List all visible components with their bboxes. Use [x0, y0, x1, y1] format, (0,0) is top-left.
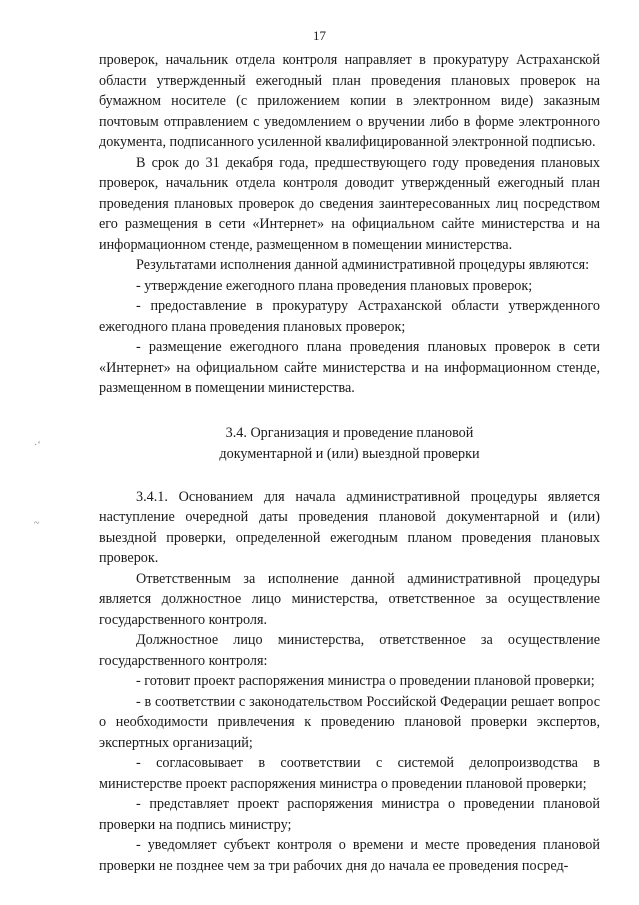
paragraph: - уведомляет субъект контроля о времени и месте проведения плановой проверки не позднее чем за три рабочих дня до начала ее проведения посред- — [99, 837, 600, 874]
paragraph: - предоставление в прокуратуру Астраханской области утвержденного ежегодного плана проведения плановых проверок; — [99, 298, 600, 335]
body-text-bottom — [99, 487, 600, 877]
page-number: 17 — [313, 28, 326, 43]
section-heading-line: документарной и (или) выездной проверки — [219, 445, 480, 462]
document-body — [99, 50, 600, 876]
paragraph: Результатами исполнения данной административной процедуры являются: — [136, 257, 590, 273]
paragraph: - утверждение ежегодного плана проведения плановых проверок; — [136, 277, 533, 294]
paragraph: Должностное лицо министерства, ответственное за осуществление государственного контроля: — [99, 632, 600, 669]
paragraph: Ответственным за исполнение данной административной процедуры является должностное лицо министерства, ответственное за осуществление государственного контроля. — [99, 570, 600, 628]
body-text-top — [99, 50, 600, 399]
section-heading-line: 3.4. Организация и проведение плановой — [225, 424, 474, 441]
scan-speck: ·‘ — [34, 440, 41, 451]
paragraph: - готовит проект распоряжения министра о проведении плановой проверки; — [136, 673, 595, 689]
section-heading — [99, 423, 600, 465]
paragraph: проверок, начальник отдела контроля направляет в прокуратуру Астраханской области утвержденный ежегодный план проведения плановых проверок на бумажном носителе (с приложением копии в электронном виде) заказным почтовым отправлением с уведомлением о вручении либо в форме электронного документа, подписанного усиленной квалифицированной электронной подписью. — [99, 52, 600, 150]
paragraph: - в соответствии с законодательством Российской Федерации решает вопрос о необходимости привлечения к проведению плановой проверки экспертов, экспертных организаций; — [99, 693, 600, 751]
paragraph: В срок до 31 декабря года, предшествующего году проведения плановых проверок, начальник отдела контроля доводит утвержденный ежегодный план проведения плановых проверок до сведения заинтересованных лиц посредством его размещения в сети «Интернет» на официальном сайте министерства и на информационном стенде, размещенном в помещении министерства. — [99, 154, 600, 253]
scan-speck: ~ — [34, 518, 40, 529]
paragraph: 3.4.1. Основанием для начала административной процедуры является наступление очередной даты проведения плановой документарной и (или) выездной проверки, определенной ежегодным планом проведения плановых проверок. — [99, 488, 600, 566]
paragraph: - согласовывает в соответствии с системой делопроизводства в министерстве проект распоряжения министра о проведении плановой проверки; — [99, 755, 600, 792]
paragraph: - представляет проект распоряжения министра о проведении плановой проверки на подпись министру; — [99, 796, 600, 833]
paragraph: - размещение ежегодного плана проведения плановых проверок в сети «Интернет» на официальном сайте министерства и на информационном стенде, размещенном в помещении министерства. — [99, 339, 600, 396]
